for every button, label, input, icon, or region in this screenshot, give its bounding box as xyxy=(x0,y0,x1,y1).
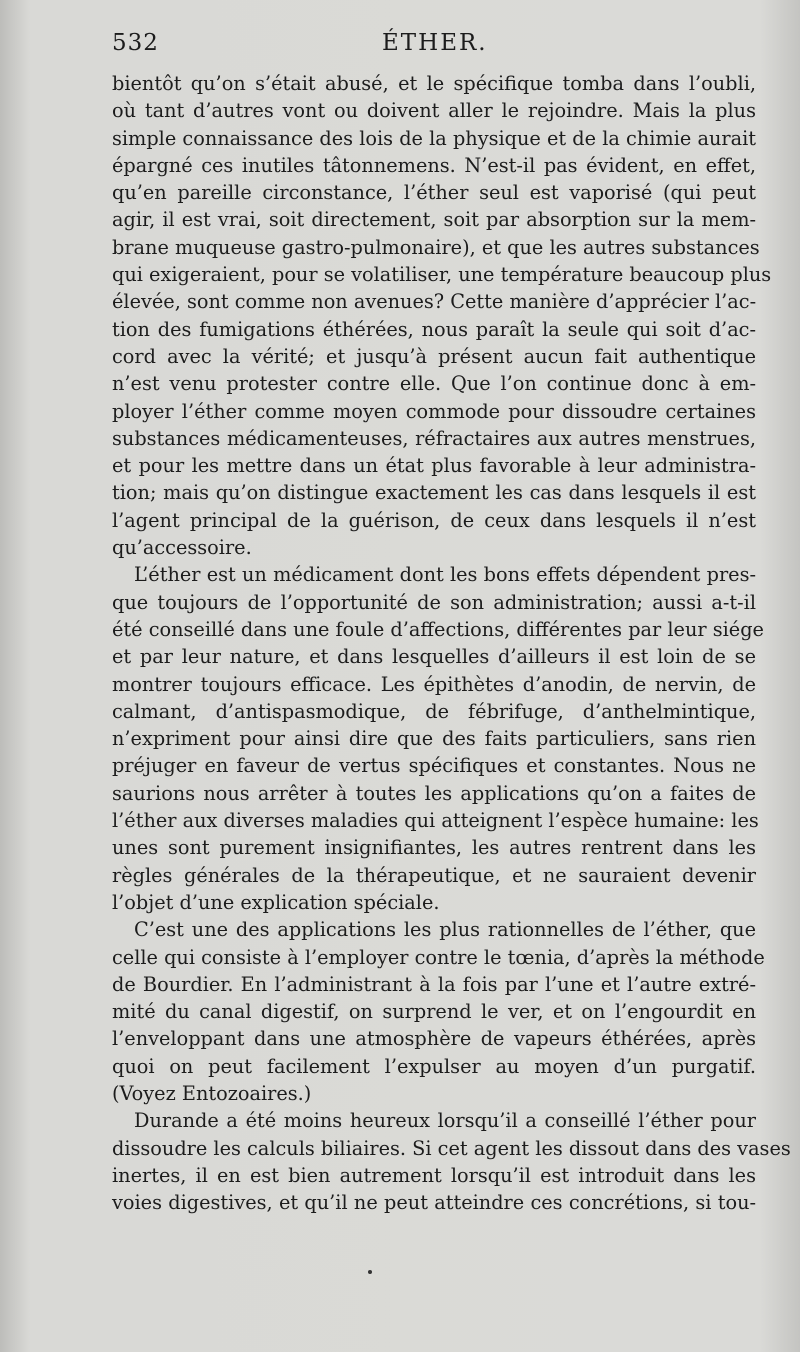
text-line: substances médicamenteuses, réfractaires aux autres menstrues, xyxy=(112,426,756,450)
text-line: dissoudre les calculs biliaires. Si cet agent les dissout dans des vases xyxy=(112,1136,791,1160)
running-head: ÉTHER. xyxy=(382,30,488,56)
text-line: brane muqueuse gastro-pulmonaire), et que les autres substances xyxy=(112,235,760,259)
text-line: inertes, il en est bien autrement lorsqu’il est introduit dans les xyxy=(112,1163,756,1187)
text-line: été conseillé dans une foule d’affections, différentes par leur siége xyxy=(112,617,764,641)
page-header xyxy=(112,30,752,66)
text-line: qu’accessoire. xyxy=(112,536,252,560)
text-line: que toujours de l’opportunité de son administration; aussi a-t-il xyxy=(112,590,756,614)
text-line: et par leur nature, et dans lesquelles d’ailleurs il est loin de se xyxy=(112,645,756,669)
text-line: qu’en pareille circonstance, l’éther seul est vaporisé (qui peut xyxy=(112,181,756,205)
text-line: celle qui consiste à l’employer contre le tœnia, d’après la méthode xyxy=(112,945,765,969)
text-line: mité du canal digestif, on surprend le ver, et on l’engourdit en xyxy=(112,1000,756,1024)
page-number: 532 xyxy=(112,30,159,56)
text-line: unes sont purement insignifiantes, les autres rentrent dans les xyxy=(112,836,756,860)
text-line: l’agent principal de la guérison, de ceux dans lesquels il n’est xyxy=(112,508,756,532)
text-line: montrer toujours efficace. Les épithètes d’anodin, de nervin, de xyxy=(112,672,756,696)
text-line: de Bourdier. En l’administrant à la fois par l’une et l’autre extré- xyxy=(112,972,756,996)
text-line: n’est venu protester contre elle. Que l’on continue donc à em- xyxy=(112,372,756,396)
text-line: qui exigeraient, pour se volatiliser, une température beaucoup plus xyxy=(112,263,772,287)
text-line: voies digestives, et qu’il ne peut atteindre ces concrétions, si tou- xyxy=(112,1191,756,1215)
text-line: quoi on peut facilement l’expulser au moyen d’un purgatif. xyxy=(112,1054,756,1078)
text-line: cord avec la vérité; et jusqu’à présent aucun fait authentique xyxy=(112,344,756,368)
text-line: n’expriment pour ainsi dire que des faits particuliers, sans rien xyxy=(112,727,756,751)
text-line: ployer l’éther comme moyen commode pour dissoudre certaines xyxy=(112,399,756,423)
ink-dot xyxy=(368,1270,372,1274)
text-line: élevée, sont comme non avenues? Cette manière d’apprécier l’ac- xyxy=(112,290,757,314)
text-line: saurions nous arrêter à toutes les applications qu’on a faites de xyxy=(112,781,756,805)
text-line: L’éther est un médicament dont les bons effets dépendent pres- xyxy=(134,563,756,587)
text-line: préjuger en faveur de vertus spécifiques et constantes. Nous ne xyxy=(112,754,756,778)
text-line: où tant d’autres vont ou doivent aller le rejoindre. Mais la plus xyxy=(112,99,756,123)
text-line: (Voyez Entozoaires.) xyxy=(112,1081,312,1105)
body-text xyxy=(112,70,791,1216)
text-line: C’est une des applications les plus rationnelles de l’éther, que xyxy=(134,918,756,942)
text-line: l’enveloppant dans une atmosphère de vapeurs éthérées, après xyxy=(112,1027,756,1051)
text-line: l’objet d’une explication spéciale. xyxy=(112,890,440,914)
text-line: agir, il est vrai, soit directement, soit par absorption sur la mem- xyxy=(112,208,756,232)
text-line: épargné ces inutiles tâtonnemens. N’est-il pas évident, en effet, xyxy=(112,153,756,177)
text-line: bientôt qu’on s’était abusé, et le spécifique tomba dans l’oubli, xyxy=(112,72,756,95)
text-line: et pour les mettre dans un état plus favorable à leur administra- xyxy=(112,454,756,478)
text-line: simple connaissance des lois de la physique et de la chimie aurait xyxy=(112,126,756,150)
text-line: l’éther aux diverses maladies qui atteignent l’espèce humaine: les xyxy=(112,809,759,833)
text-line: tion; mais qu’on distingue exactement les cas dans lesquels il est xyxy=(112,481,756,505)
text-line: règles générales de la thérapeutique, et ne sauraient devenir xyxy=(112,863,756,887)
text-line: tion des fumigations éthérées, nous paraît la seule qui soit d’ac- xyxy=(112,317,756,341)
text-line: Durande a été moins heureux lorsqu’il a conseillé l’éther pour xyxy=(134,1109,756,1133)
text-line: calmant, d’antispasmodique, de fébrifuge, d’anthelmintique, xyxy=(112,699,756,723)
